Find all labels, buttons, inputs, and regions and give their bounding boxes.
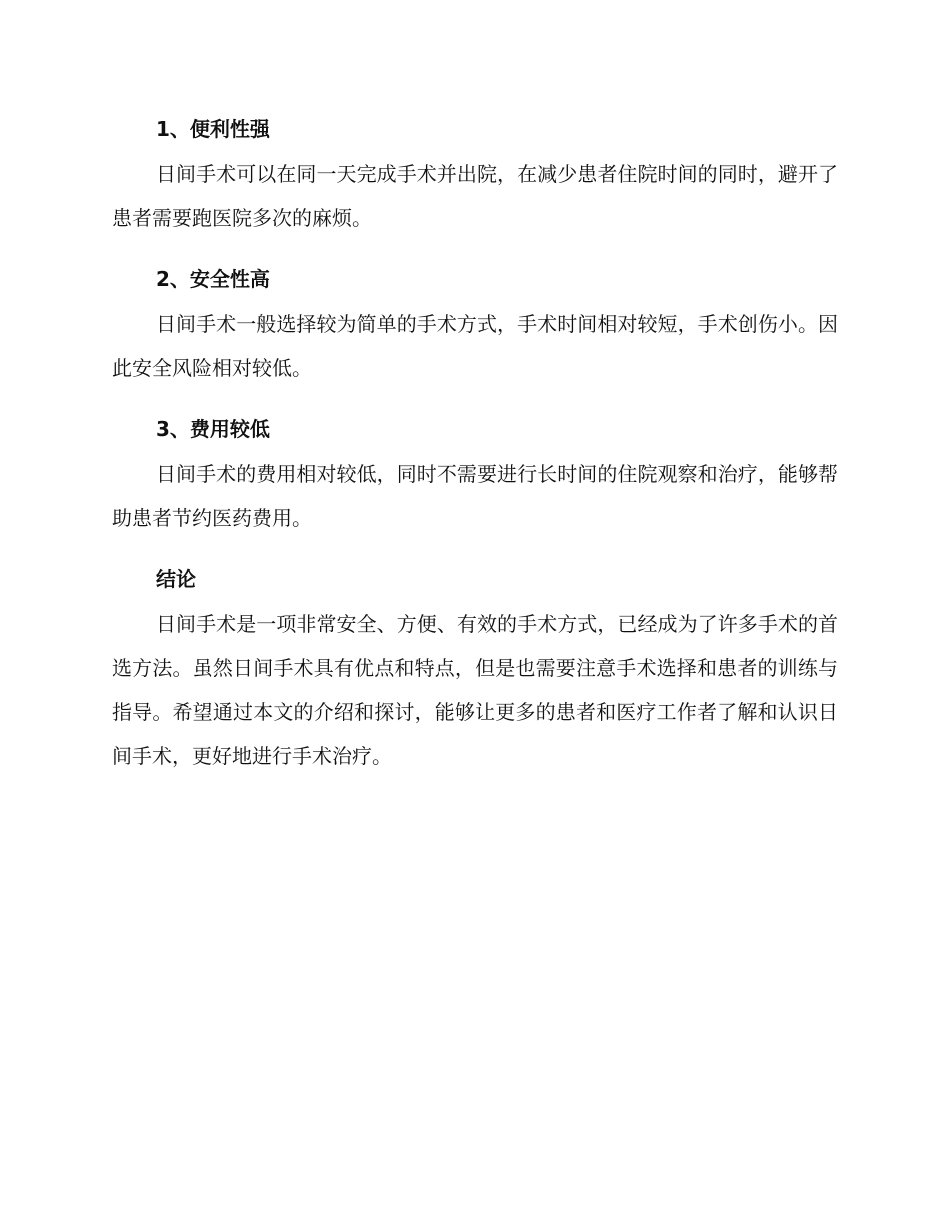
document-body xyxy=(112,112,838,778)
section-paragraph-cost: 日间手术的费用相对较低，同时不需要进行长时间的住院观察和治疗，能够帮助患者节约医药费用。 xyxy=(112,462,838,530)
section-paragraph-conclusion: 日间手术是一项非常安全、方便、有效的手术方式，已经成为了许多手术的首选方法。虽然日间手术具有优点和特点，但是也需要注意手术选择和患者的训练与指导。希望通过本文的介绍和探讨，能够让更多的患者和医疗工作者了解和认识日间手术，更好地进行手术治疗。 xyxy=(112,612,838,768)
section-heading-convenience: 1、便利性强 xyxy=(156,117,270,141)
section-paragraph-safety: 日间手术一般选择较为简单的手术方式，手术时间相对较短，手术创伤小。因此安全风险相对较低。 xyxy=(112,312,838,380)
section-heading-safety: 2、安全性高 xyxy=(156,267,270,291)
section-paragraph-convenience: 日间手术可以在同一天完成手术并出院，在减少患者住院时间的同时，避开了患者需要跑医院多次的麻烦。 xyxy=(112,162,838,230)
section-heading-conclusion: 结论 xyxy=(156,567,196,591)
section-heading-cost: 3、费用较低 xyxy=(156,417,270,441)
